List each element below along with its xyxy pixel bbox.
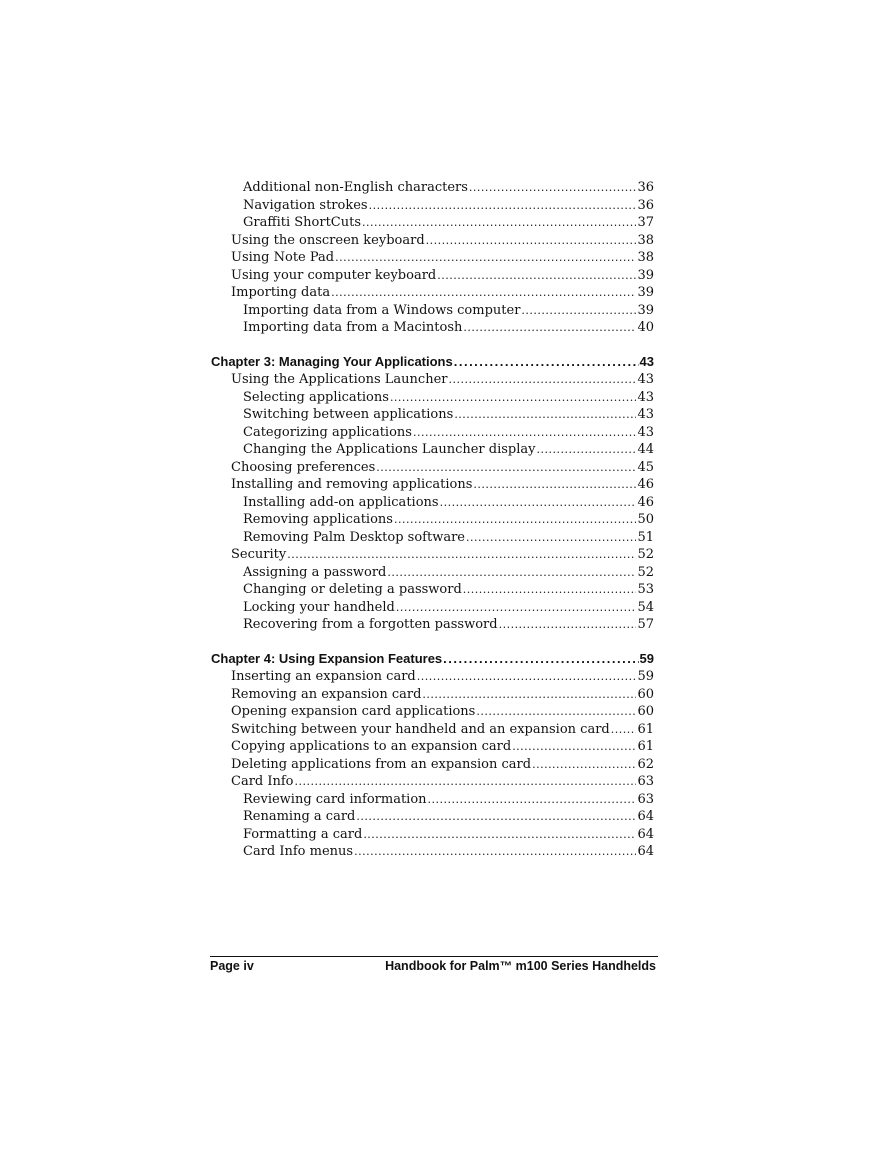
toc-entry-page: 57 [637, 617, 654, 632]
toc-entry-page: 53 [637, 582, 654, 597]
toc-entry-title: Deleting applications from an expansion card [231, 756, 532, 772]
dot-leader [454, 406, 636, 424]
toc-entry [231, 249, 654, 267]
toc-entry [243, 494, 654, 512]
toc-entry-title: Using the onscreen keyboard [231, 232, 425, 248]
toc-entry-page: 39 [637, 302, 654, 318]
toc-entry [243, 616, 654, 634]
toc-entry-page: 38 [637, 250, 654, 265]
toc-entry [243, 826, 654, 844]
toc-chapter-entry [211, 650, 654, 668]
toc-entry [231, 371, 654, 389]
toc-entry [231, 546, 654, 564]
toc-entry [231, 756, 654, 774]
footer-page-number: Page iv [210, 959, 254, 973]
dot-leader [521, 302, 636, 320]
toc-entry-title: Card Info [231, 774, 294, 789]
toc-entry-page: 59 [639, 650, 654, 666]
dot-leader [376, 459, 636, 477]
dot-leader [469, 179, 637, 197]
dot-leader [331, 284, 636, 302]
toc-entry-page: 46 [637, 477, 654, 492]
toc-entry-title: Opening expansion card applications [231, 704, 476, 719]
dot-leader [426, 232, 637, 250]
toc-entry [243, 843, 654, 861]
toc-entry-page: 39 [637, 267, 654, 283]
toc-entry [243, 808, 654, 826]
toc-entry-page: 45 [637, 459, 654, 475]
footer-book-title: Handbook for Palm™ m100 Series Handhelds [385, 959, 656, 973]
toc-entry [231, 668, 654, 686]
toc-entry-page: 61 [637, 721, 654, 737]
dot-leader [443, 650, 638, 668]
toc-entry-page: 40 [637, 320, 654, 335]
dot-leader [362, 214, 636, 232]
toc-entry [243, 179, 654, 197]
dot-leader [454, 353, 639, 371]
dot-leader [369, 197, 637, 215]
toc-entry-title: Installing add-on applications [243, 494, 439, 510]
toc-entry-title: Importing data [231, 285, 331, 300]
toc-entry [243, 406, 654, 424]
dot-leader [295, 773, 637, 791]
toc-entry-page: 46 [637, 494, 654, 510]
toc-entry [243, 529, 654, 547]
toc-entry-title: Chapter 3: Managing Your Applications [211, 353, 453, 369]
toc-entry [231, 459, 654, 477]
toc-entry-page: 63 [637, 791, 654, 807]
toc-entry-page: 64 [637, 844, 654, 859]
toc-entry-title: Chapter 4: Using Expansion Features [211, 650, 443, 666]
toc-entry-title: Switching between applications [243, 407, 454, 422]
toc-entry-page: 54 [637, 599, 654, 615]
toc-entry-title: Importing data from a Macintosh [243, 320, 463, 335]
toc-entry-page: 64 [637, 826, 654, 842]
toc-entry [243, 599, 654, 617]
toc-entry-title: Graffiti ShortCuts [243, 215, 362, 230]
toc-entry-page: 61 [637, 739, 654, 754]
dot-leader [466, 529, 636, 547]
toc-entry-title: Changing or deleting a password [243, 582, 462, 597]
dot-leader [287, 546, 636, 564]
dot-leader [463, 581, 637, 599]
toc-entry-title: Assigning a password [243, 564, 387, 580]
toc-entry [231, 738, 654, 756]
toc-entry-page: 52 [637, 547, 654, 562]
toc-entry-page: 59 [637, 669, 654, 684]
toc-entry [231, 267, 654, 285]
toc-entry-page: 50 [637, 512, 654, 527]
toc-entry-title: Choosing preferences [231, 459, 376, 475]
toc-entry-title: Using Note Pad [231, 250, 335, 265]
toc-entry-title: Locking your handheld [243, 599, 395, 615]
dot-leader [363, 826, 636, 844]
toc-entry-title: Using your computer keyboard [231, 267, 437, 283]
dot-leader [437, 267, 636, 285]
toc-entry-title: Security [231, 547, 287, 562]
toc-entry-title: Using the Applications Launcher [231, 372, 448, 387]
toc-entry [231, 232, 654, 250]
dot-leader [428, 791, 637, 809]
toc-entry-page: 64 [637, 809, 654, 824]
toc-entry-page: 62 [637, 756, 654, 772]
toc-entry-page: 63 [637, 774, 654, 789]
toc-entry [243, 214, 654, 232]
toc-entry-page: 36 [637, 197, 654, 213]
toc-entry-title: Selecting applications [243, 389, 389, 405]
toc-entry-page: 51 [637, 529, 654, 545]
dot-leader [354, 843, 636, 861]
toc-entry-title: Installing and removing applications [231, 477, 473, 492]
toc-entry-title: Importing data from a Windows computer [243, 302, 521, 318]
dot-leader [394, 511, 636, 529]
toc-entry-title: Switching between your handheld and an expansion card [231, 721, 610, 737]
toc-entry [231, 476, 654, 494]
dot-leader [512, 738, 636, 756]
toc-entry-title: Renaming a card [243, 809, 356, 824]
toc-entry [231, 721, 654, 739]
toc-entry [231, 773, 654, 791]
dot-leader [417, 668, 637, 686]
toc-entry-page: 43 [637, 424, 654, 440]
dot-leader [611, 721, 637, 739]
toc-entry-title: Removing Palm Desktop software [243, 529, 465, 545]
toc-entry-title: Inserting an expansion card [231, 669, 416, 684]
toc-entry [243, 581, 654, 599]
toc-entry-page: 38 [637, 232, 654, 248]
toc-entry-page: 43 [637, 372, 654, 387]
dot-leader [532, 756, 636, 774]
dot-leader [536, 441, 636, 459]
toc-entry-title: Copying applications to an expansion card [231, 739, 512, 754]
dot-leader [449, 371, 637, 389]
dot-leader [356, 808, 636, 826]
toc-entry-page: 43 [639, 353, 654, 369]
dot-leader [473, 476, 636, 494]
dot-leader [422, 686, 636, 704]
toc-entry-title: Categorizing applications [243, 424, 412, 440]
toc-entry-title: Formatting a card [243, 826, 363, 842]
dot-leader [396, 599, 637, 617]
toc-entry-title: Removing an expansion card [231, 686, 422, 702]
toc-entry-page: 43 [637, 407, 654, 422]
footer-rule [210, 956, 658, 957]
toc-entry-title: Reviewing card information [243, 791, 427, 807]
toc-entry [243, 791, 654, 809]
toc-entry [231, 703, 654, 721]
toc-entry-page: 39 [637, 285, 654, 300]
toc-entry-title: Removing applications [243, 512, 393, 527]
toc-entry-title: Additional non-English characters [243, 180, 468, 195]
toc-entry-page: 60 [637, 704, 654, 719]
dot-leader [440, 494, 637, 512]
toc-entry [243, 302, 654, 320]
toc-entry [231, 284, 654, 302]
toc-entry-page: 44 [637, 442, 654, 457]
dot-leader [499, 616, 637, 634]
toc-entry [243, 389, 654, 407]
dot-leader [387, 564, 636, 582]
toc-entry [243, 319, 654, 337]
toc-entry-title: Navigation strokes [243, 197, 368, 213]
toc-entry-title: Card Info menus [243, 844, 354, 859]
toc-entry-page: 52 [637, 564, 654, 580]
toc-entry [231, 686, 654, 704]
toc-entry-page: 37 [637, 215, 654, 230]
dot-leader [476, 703, 636, 721]
dot-leader [463, 319, 636, 337]
toc-entry-page: 43 [637, 389, 654, 405]
toc-entry [243, 197, 654, 215]
toc-entry [243, 424, 654, 442]
toc-chapter-entry [211, 353, 654, 371]
toc-entry-title: Changing the Applications Launcher display [243, 442, 536, 457]
dot-leader [413, 424, 636, 442]
toc-entry [243, 511, 654, 529]
toc-entry [243, 564, 654, 582]
toc-entry [243, 441, 654, 459]
toc-entry-page: 36 [637, 180, 654, 195]
toc-entry-page: 60 [637, 686, 654, 702]
dot-leader [390, 389, 637, 407]
dot-leader [335, 249, 636, 267]
toc-entry-title: Recovering from a forgotten password [243, 617, 498, 632]
